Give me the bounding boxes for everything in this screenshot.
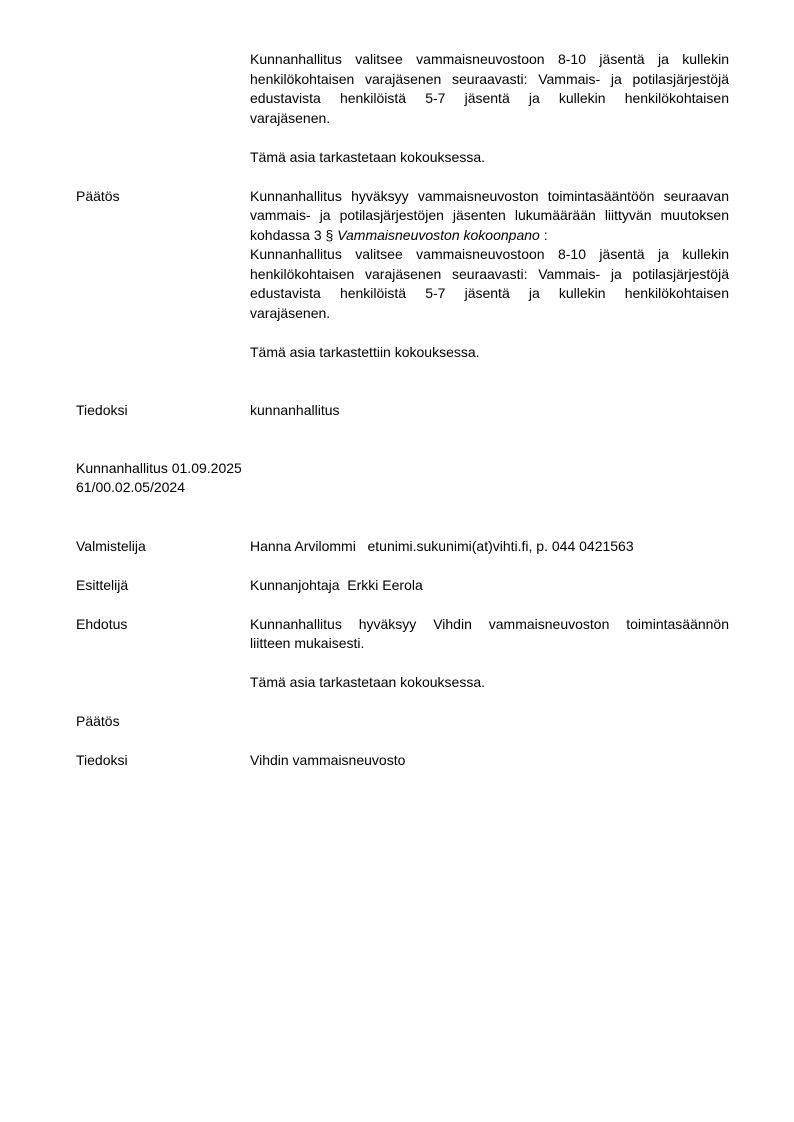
decision-line-3-italic: Vammaisneuvoston kokoonpano <box>337 226 540 243</box>
info-label: Tiedoksi <box>76 402 128 418</box>
preparer-value: Hanna Arvilommi etunimi.sukunimi(at)vihti.fi, p. 044 0421563 <box>250 537 634 554</box>
decision-line-3 <box>250 226 548 246</box>
proposal-line-2: liitteen mukaisesti. <box>250 635 365 651</box>
decision-rest-line-1: Kunnanhallitus valitsee vammaisneuvostoon 8-10 jäsentä ja kullekin <box>250 246 729 262</box>
decision-note: Tämä asia tarkastettiin kokouksessa. <box>250 343 480 360</box>
intro-line-4: varajäsenen. <box>250 109 331 126</box>
decision-label-2: Päätös <box>76 713 120 729</box>
decision-rest-line-4: varajäsenen. <box>250 304 331 321</box>
info-value: kunnanhallitus <box>250 402 340 418</box>
intro-line-2: henkilökohtaisen varajäsenen seuraavasti: Vammais- ja potilasjärjestöjä <box>250 70 729 87</box>
meeting-reference: 61/00.02.05/2024 <box>76 479 185 495</box>
decision-rest-line-3: edustavista henkilöistä 5-7 jäsentä ja kullekin henkilökohtaisen <box>250 285 729 301</box>
info-value-2: Vihdin vammaisneuvosto <box>250 752 406 768</box>
meeting-title: Kunnanhallitus 01.09.2025 <box>76 459 242 476</box>
presenter-label: Esittelijä <box>76 576 129 593</box>
proposal-note: Tämä asia tarkastetaan kokouksessa. <box>250 674 486 690</box>
decision-line-2: vammais- ja potilasjärjestöjen jäsenten lukumäärään liittyvän muutoksen <box>250 207 729 223</box>
presenter-value: Kunnanjohtaja Erkki Eerola <box>250 576 423 593</box>
preparer-label: Valmistelija <box>76 537 146 554</box>
decision-line-3-prefix: kohdassa 3 § <box>250 226 334 243</box>
intro-checked-note: Tämä asia tarkastetaan kokouksessa. <box>250 148 486 165</box>
intro-line-3: edustavista henkilöistä 5-7 jäsentä ja kullekin henkilökohtaisen <box>250 90 729 106</box>
intro-line-1: Kunnanhallitus valitsee vammaisneuvostoon 8-10 jäsentä ja kullekin <box>250 51 729 67</box>
info-label-2: Tiedoksi <box>76 752 128 768</box>
decision-rest-line-2: henkilökohtaisen varajäsenen seuraavasti: Vammais- ja potilasjärjestöjä <box>250 265 729 282</box>
decision-label: Päätös <box>76 187 120 204</box>
proposal-line-1: Kunnanhallitus hyväksyy Vihdin vammaisneuvoston toimintasäännön <box>250 615 729 632</box>
proposal-label: Ehdotus <box>76 615 128 632</box>
decision-line-1: Kunnanhallitus hyväksyy vammaisneuvoston toimintasääntöön seuraavan <box>250 187 729 204</box>
decision-line-3-suffix: : <box>543 226 548 243</box>
